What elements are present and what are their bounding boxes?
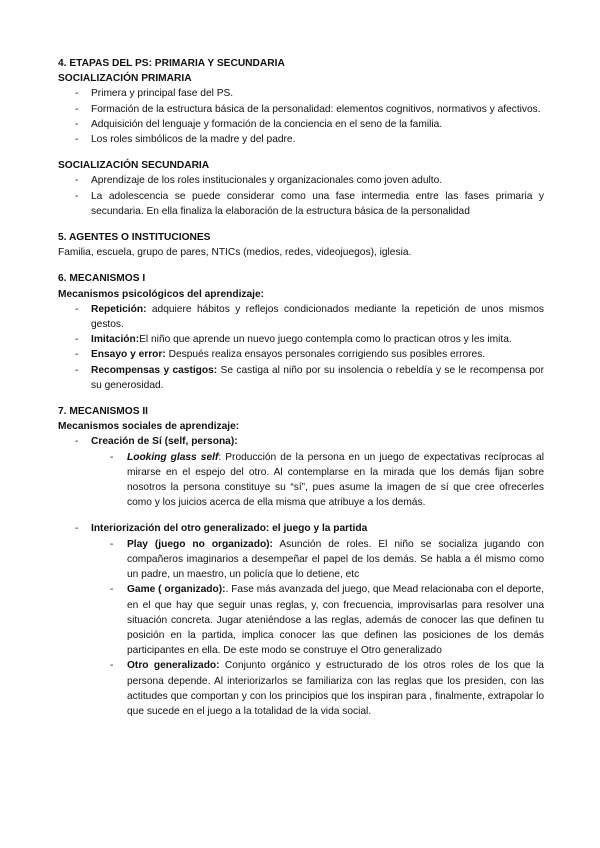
mecanismos-sociales-subheading: Mecanismos sociales de aprendizaje: bbox=[58, 421, 240, 433]
mecanismos-psicologicos-list bbox=[58, 302, 544, 393]
interiorizacion-list bbox=[58, 521, 544, 719]
primaria-list bbox=[58, 86, 544, 147]
term: Game ( organizado): bbox=[127, 584, 226, 596]
secundaria-list bbox=[58, 173, 544, 219]
definition: adquiere hábitos y reflejos condicionados mediante la repetición de unos mismos gestos. bbox=[91, 303, 544, 331]
term: Otro generalizado: bbox=[127, 660, 220, 672]
definition: Conjunto orgánico y estructurado de los otros roles de los que la persona depende. Al interiorizarlos se familiariza con las reglas que los presiden, con las actitudes que comportan y con los principios que los inspiran para , finalmente, extrapolar lo que sucede en el juego a la totalidad de la vida social. bbox=[127, 660, 544, 717]
secundaria-title: SOCIALIZACIÓN SECUNDARIA bbox=[58, 160, 210, 172]
list-item bbox=[58, 434, 544, 510]
list-item: - Aprendizaje de los roles institucionales y organizacionales como joven adulto. bbox=[58, 173, 544, 188]
list-item bbox=[58, 347, 544, 362]
creacion-title: Creación de Sí (self, persona): bbox=[91, 436, 238, 448]
definition: Asunción de roles. El niño se socializa jugando con compañeros imaginarios a desempeñar el papel de los demás. Se habla a él mismo como un padre, un maestro, un policía que lo detiene, etc bbox=[127, 538, 544, 581]
list-item bbox=[58, 332, 544, 347]
interiorizacion-sublist bbox=[91, 537, 544, 719]
term: Imitación: bbox=[91, 334, 140, 346]
term: Ensayo y error: bbox=[91, 349, 166, 361]
creacion-sublist bbox=[91, 450, 544, 511]
primaria-title: SOCIALIZACIÓN PRIMARIA bbox=[58, 73, 192, 85]
mecanismos-sociales-list bbox=[58, 434, 544, 510]
definition: : Producción de la persona en un juego de expectativas recíprocas al mirarse en el espejo del otro. Al contemplarse en la mirada que los demás fijan sobre nosotros la persona constituye su “sí”, pues asume la imagen de sí que cree ofrecerles como y los juicios acerca de ella misma que atribuye a los demás. bbox=[127, 451, 544, 509]
list-item: - La adolescencia se puede considerar como una fase intermedia entre las fases primaria y secundaria. En ella finaliza la elaboración de la estructura básica de la personalidad bbox=[58, 189, 544, 219]
agentes-text: Familia, escuela, grupo de pares, NTICs (medios, redes, videojuegos), iglesia. bbox=[58, 247, 412, 259]
document-page bbox=[58, 56, 544, 719]
definition: Se castiga al niño por su insolencia o rebeldía y se le recompensa por su generosidad. bbox=[91, 364, 544, 391]
list-item: - Primera y principal fase del PS. bbox=[58, 86, 544, 101]
section-7-heading: 7. MECANISMOS II bbox=[58, 406, 149, 418]
sublist-item bbox=[91, 450, 544, 511]
term: Looking glass self bbox=[127, 451, 219, 463]
term: Play (juego no organizado): bbox=[127, 538, 273, 550]
section-5-heading: 5. AGENTES O INSTITUCIONES bbox=[58, 232, 211, 244]
section-6-heading: 6. MECANISMOS I bbox=[58, 273, 146, 285]
term: Repetición: bbox=[91, 303, 147, 315]
sublist-item bbox=[91, 537, 544, 583]
definition: . Fase más avanzada del juego, que Mead relacionaba con el deporte, en el que hay que seguir unas reglas, y, con frecuencia, improvisarlas para resolver una situación concreta. Jugar ateniéndose a las reglas, además de conocer las que definen tu posición en la partida, implica conocer las que definen las posiciones de los demás participantes en ella. De este modo se construye el Otro generalizado bbox=[127, 584, 544, 657]
mecanismos-psicologicos-subheading: Mecanismos psicológicos del aprendizaje: bbox=[58, 288, 265, 300]
definition: El niño que aprende un nuevo juego contempla como lo practican otros y les imita. bbox=[139, 334, 512, 346]
term: Recompensas y castigos: bbox=[91, 364, 218, 376]
list-item bbox=[58, 521, 544, 719]
list-item: - Los roles simbólicos de la madre y del padre. bbox=[58, 132, 544, 147]
interiorizacion-title: Interiorización del otro generalizado: el juego y la partida bbox=[91, 523, 368, 535]
list-item: - Formación de la estructura básica de la personalidad: elementos cognitivos, normativos y afectivos. bbox=[58, 102, 544, 117]
list-item: - Adquisición del lenguaje y formación de la conciencia en el seno de la familia. bbox=[58, 117, 544, 132]
sublist-item bbox=[91, 582, 544, 658]
definition: Después realiza ensayos personales corrigiendo sus posibles errores. bbox=[165, 349, 486, 361]
sublist-item bbox=[91, 658, 544, 719]
section-4-heading: 4. ETAPAS DEL PS: PRIMARIA Y SECUNDARIA bbox=[58, 58, 285, 69]
list-item bbox=[58, 363, 544, 393]
list-item bbox=[58, 302, 544, 332]
